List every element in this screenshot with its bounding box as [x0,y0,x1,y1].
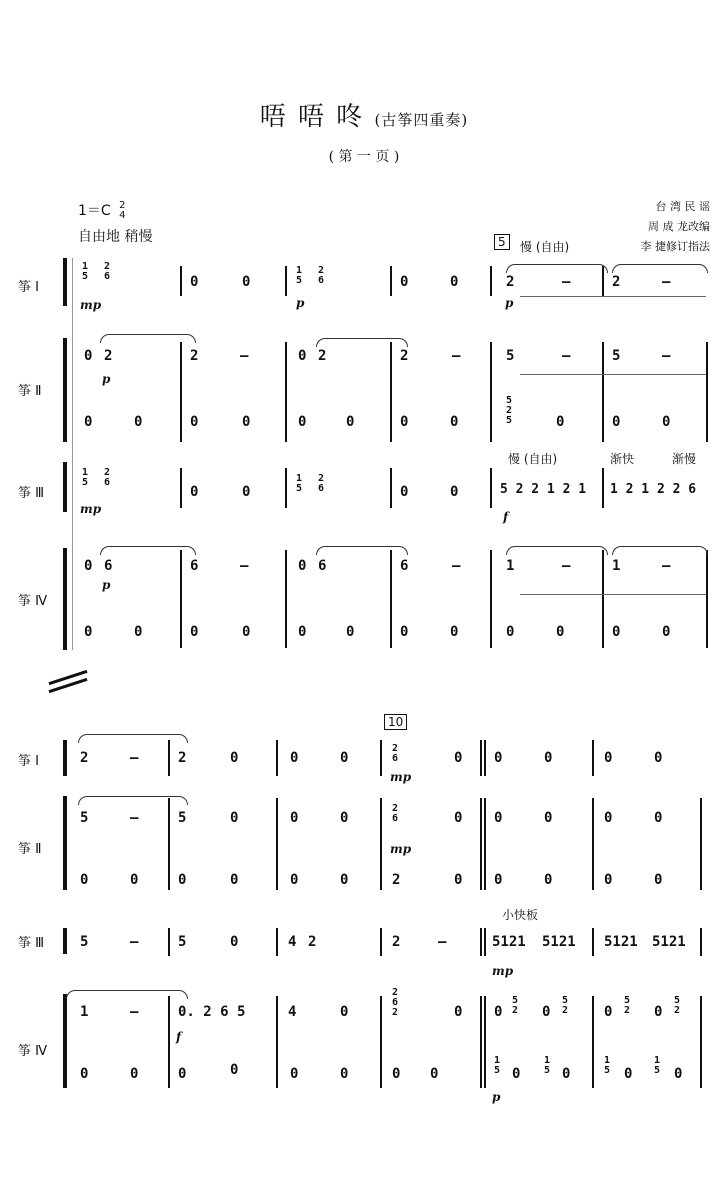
barline [285,468,287,508]
part-label-4: 筝 Ⅳ [18,594,48,609]
barline [480,928,482,956]
note-rest: 0 [340,872,349,888]
tremolo-line [520,594,706,595]
dynamic-p: p [102,372,111,386]
note-dash: – [662,348,671,364]
tie-arc [612,546,708,555]
note-rest: 0 [290,1066,299,1082]
note-rest: 0 [80,872,89,888]
note-rest: 0 [298,414,307,430]
part-label-1: 筝 Ⅰ [18,280,39,295]
barline [390,342,392,442]
note-dash: – [452,348,461,364]
tie-arc [316,338,408,347]
title-text: 唔 唔 咚 [259,102,365,132]
note-chord: 1 5 [82,261,89,282]
barline [490,550,492,648]
barline [592,928,594,956]
note-4: 4 [288,934,297,950]
note-5: 5 [178,934,187,950]
note-5: 5 [80,934,89,950]
note-rest: 0 [542,1004,551,1020]
note-chord: 2 6 [104,261,111,282]
tie-arc [78,796,188,805]
note-rest: 0 [604,810,613,826]
barline [592,996,594,1088]
barline [380,928,382,956]
tie-arc [506,264,608,273]
tie-arc [612,264,708,273]
note-rest: 0 [340,750,349,766]
barline [168,798,170,890]
note-rest: 0 [230,1062,239,1078]
staff-brace [63,258,67,306]
note-chord: 5 2 5 [506,395,513,426]
barline [180,468,182,508]
note-rest: 0 [612,414,621,430]
dynamic-mp: mp [80,502,102,516]
note-rest: 0 [130,872,139,888]
note-fast: 5121 [604,934,638,950]
note-chord: 2 6 [104,467,111,488]
note-rest: 0 [512,1066,521,1082]
note-dash: – [452,558,461,574]
note-rest: 0 [556,414,565,430]
barline [285,550,287,648]
note-chord: 2 6 [318,265,325,286]
dynamic-mp: mp [390,770,412,784]
barline [700,798,702,890]
dynamic-p: p [102,578,111,592]
note-rest: 0 [346,414,355,430]
dynamic-f: f [503,510,509,524]
barline [390,550,392,648]
barline [490,468,492,508]
note-rest: 0 [506,624,515,640]
note-rest: 0 [604,1004,613,1020]
note-2: 2 [80,750,89,766]
note-run: 5 2 2 1 2 1 [500,482,587,497]
note-chord: 2 6 [392,743,399,764]
note-rest: 0 [612,624,621,640]
barline [380,740,382,776]
barline [180,342,182,442]
barline [180,550,182,648]
part-label-2: 筝 Ⅱ [18,384,42,399]
note-dash: – [562,348,571,364]
note-chord: 1 5 [296,473,303,494]
note-dash: – [662,558,671,574]
note-6: 6 [400,558,409,574]
barline [168,928,170,956]
note-chord: 1 5 [494,1055,501,1076]
note-2: 2 [308,934,317,950]
note-rest: 0 [400,624,409,640]
note-rest: 0 [290,872,299,888]
note-rest: 0 [454,750,463,766]
staff-brace [63,994,67,1088]
note-rest: 0 [84,348,93,364]
note-rest: 0 [450,484,459,500]
note-rest: 0 [298,348,307,364]
barline [285,266,287,296]
staff-brace [63,548,67,650]
note-rest: 0 [230,810,239,826]
key-signature: 1＝C 2 4 [78,200,126,221]
note-chord: 2 6 2 [392,987,399,1018]
note-fast: 5121 [542,934,576,950]
tempo-marking: 自由地 稍慢 [78,229,153,245]
note-run: 1 2 1 2 2 6 [610,482,697,497]
barline [484,798,486,890]
note-2: 2 [190,348,199,364]
note-5: 5 [506,348,515,364]
note-rest: 0 [134,624,143,640]
staff-brace [63,796,67,890]
note-rest: 0 [178,1066,187,1082]
tie-arc [78,734,188,743]
dynamic-mp: mp [390,842,412,856]
note-chord: 1 5 [604,1055,611,1076]
note-rest: 0 [494,750,503,766]
note-2: 2 [178,750,187,766]
credit-line-1: 台 湾 民 谣 [655,200,710,213]
note-rest: 0 [450,414,459,430]
note-rest: 0 [654,872,663,888]
note-fast: 5121 [492,934,526,950]
tempo-faster: 渐快 [610,452,635,466]
staff-brace [63,740,67,776]
note-dash: – [438,934,447,950]
barline [168,996,170,1088]
note-rest: 0 [430,1066,439,1082]
tempo-xiaokuaiban: 小快板 [502,908,539,922]
note-rest: 0 [556,624,565,640]
barline [602,342,604,442]
note-chord: 5 2 [562,995,569,1016]
barline [700,996,702,1088]
note-rest: 0 [190,274,199,290]
note-1: 1 [506,558,515,574]
title-subtitle: (古筝四重奏) [374,111,469,129]
note-rest: 0 [454,810,463,826]
note-dash: – [240,348,249,364]
tie-arc [506,546,608,555]
note-rest: 0 [662,414,671,430]
dynamic-mp: mp [492,964,514,978]
note-dash: – [130,1004,139,1020]
barline [706,342,708,442]
staff-brace [63,928,67,954]
barline [276,928,278,956]
dynamic-mp: mp [80,298,102,312]
note-2: 2 [318,348,327,364]
barline [602,468,604,508]
note-rest: 0 [298,558,307,574]
note-rest: 0 [624,1066,633,1082]
note-rest: 0 [494,810,503,826]
tempo-slower: 渐慢 [672,452,697,466]
part-label-3: 筝 Ⅲ [18,486,45,501]
barline [480,740,482,776]
staff-brace [63,338,67,442]
note-fast: 5121 [652,934,686,950]
note-rest: 0 [190,624,199,640]
note-chord: 1 5 [296,265,303,286]
note-rest: 0 [454,1004,463,1020]
note-rest: 0 [604,872,613,888]
credit-line-3: 李 捷修订指法 [640,240,710,253]
barline [380,798,382,890]
note-rest: 0 [494,872,503,888]
note-dash: – [662,274,671,290]
barline [285,342,287,442]
note-rest: 0 [544,810,553,826]
page-title [0,96,728,133]
note-rest: 0 [84,414,93,430]
barline [592,740,594,776]
note-dash: – [562,558,571,574]
note-rest: 0 [190,414,199,430]
part-label-2: 筝 Ⅱ [18,842,42,857]
note-2: 2 [400,348,409,364]
note-rest: 0 [84,624,93,640]
note-rest: 0 [654,750,663,766]
note-rest: 0 [190,484,199,500]
note-6: 6 [190,558,199,574]
note-2: 2 [506,274,515,290]
note-rest: 0 [178,872,187,888]
note-chord: 1 5 [82,467,89,488]
note-5: 5 [612,348,621,364]
note-rest: 0 [290,810,299,826]
system-line [72,258,73,650]
note-rest: 0 [242,484,251,500]
note-chord: 5 2 [674,995,681,1016]
barline [390,266,392,296]
note-rest: 0 [562,1066,571,1082]
note-5: 5 [178,810,187,826]
note-2: 2 [612,274,621,290]
barline [276,740,278,776]
note-rest: 0 [544,750,553,766]
credit-line-2: 周 成 龙改编 [648,220,710,233]
tempo-slow-free: 慢 (自由) [520,240,570,254]
note-chord: 2 6 [392,803,399,824]
barline [480,798,482,890]
note-chord: 5 2 [512,995,519,1016]
tremolo-line [520,296,706,297]
note-rest: 0 [242,414,251,430]
rehearsal-mark-5: 5 [494,234,510,250]
note-rest: 0 [298,624,307,640]
tie-arc [100,334,196,343]
tremolo-line [520,374,706,375]
barline [390,468,392,508]
note-rest: 0 [242,274,251,290]
note-rest: 0 [134,414,143,430]
note-rest: 0 [230,750,239,766]
note-rest: 0 [674,1066,683,1082]
note-rest: 0 [454,872,463,888]
barline [276,996,278,1088]
barline [380,996,382,1088]
tie-arc [316,546,408,555]
barline [484,928,486,956]
note-rest: 0 [130,1066,139,1082]
note-rest: 0 [494,1004,503,1020]
barline [180,266,182,296]
note-2: 2 [104,348,113,364]
note-rest: 0 [346,624,355,640]
tie-arc [100,546,196,555]
note-2: 2 [392,872,401,888]
barline [480,996,482,1088]
note-dash: – [562,274,571,290]
note-4: 4 [288,1004,297,1020]
note-rest: 0 [290,750,299,766]
note-rest: 0 [230,872,239,888]
barline [276,798,278,890]
note-rest: 0 [450,624,459,640]
barline [490,266,492,296]
note-6: 6 [318,558,327,574]
dynamic-p: p [505,296,514,310]
barline [592,798,594,890]
note-rest: 0 [230,934,239,950]
dynamic-f: f [176,1030,182,1044]
tie-arc [66,990,188,999]
note-rest: 0 [84,558,93,574]
time-signature: 2 4 [119,200,126,221]
note-chord: 1 5 [654,1055,661,1076]
barline [484,996,486,1088]
barline [484,740,486,776]
rehearsal-mark-10: 10 [384,714,407,730]
barline [602,550,604,648]
note-rest: 0 [662,624,671,640]
note-dash: – [130,934,139,950]
note-chord: 2 6 [318,473,325,494]
note-chord: 5 2 [624,995,631,1016]
part-label-3: 筝 Ⅲ [18,936,45,951]
note-rest: 0 [340,1066,349,1082]
part-label-4: 筝 Ⅳ [18,1044,48,1059]
note-rest: 0 [400,274,409,290]
note-rest: 0 [340,1004,349,1020]
note-rest: 0 [80,1066,89,1082]
note-rest: 0 [450,274,459,290]
note-rest: 0 [654,810,663,826]
note-chord: 1 5 [544,1055,551,1076]
note-rest: 0 [242,624,251,640]
note-1: 1 [80,1004,89,1020]
dynamic-p: p [296,296,305,310]
note-dash: – [240,558,249,574]
note-rest: 0 [604,750,613,766]
note-6: 6 [104,558,113,574]
note-rest: 0 [340,810,349,826]
part-label-1: 筝 Ⅰ [18,754,39,769]
barline [706,550,708,648]
note-rest: 0 [654,1004,663,1020]
barline [490,342,492,442]
note-rest: 0 [400,484,409,500]
barline [168,740,170,776]
page-label: ( 第 一 页 ) [328,149,400,165]
note-rest: 0 [392,1066,401,1082]
barline [700,928,702,956]
note-dash: – [130,810,139,826]
note-rest: 0 [400,414,409,430]
note-2: 2 [392,934,401,950]
dynamic-p: p [492,1090,501,1104]
note-run: 0. 2 6 5 [178,1004,246,1020]
staff-brace [63,462,67,512]
note-rest: 0 [544,872,553,888]
tempo-slow-free-2: 慢 (自由) [508,452,558,466]
note-dash: – [130,750,139,766]
note-5: 5 [80,810,89,826]
note-1: 1 [612,558,621,574]
